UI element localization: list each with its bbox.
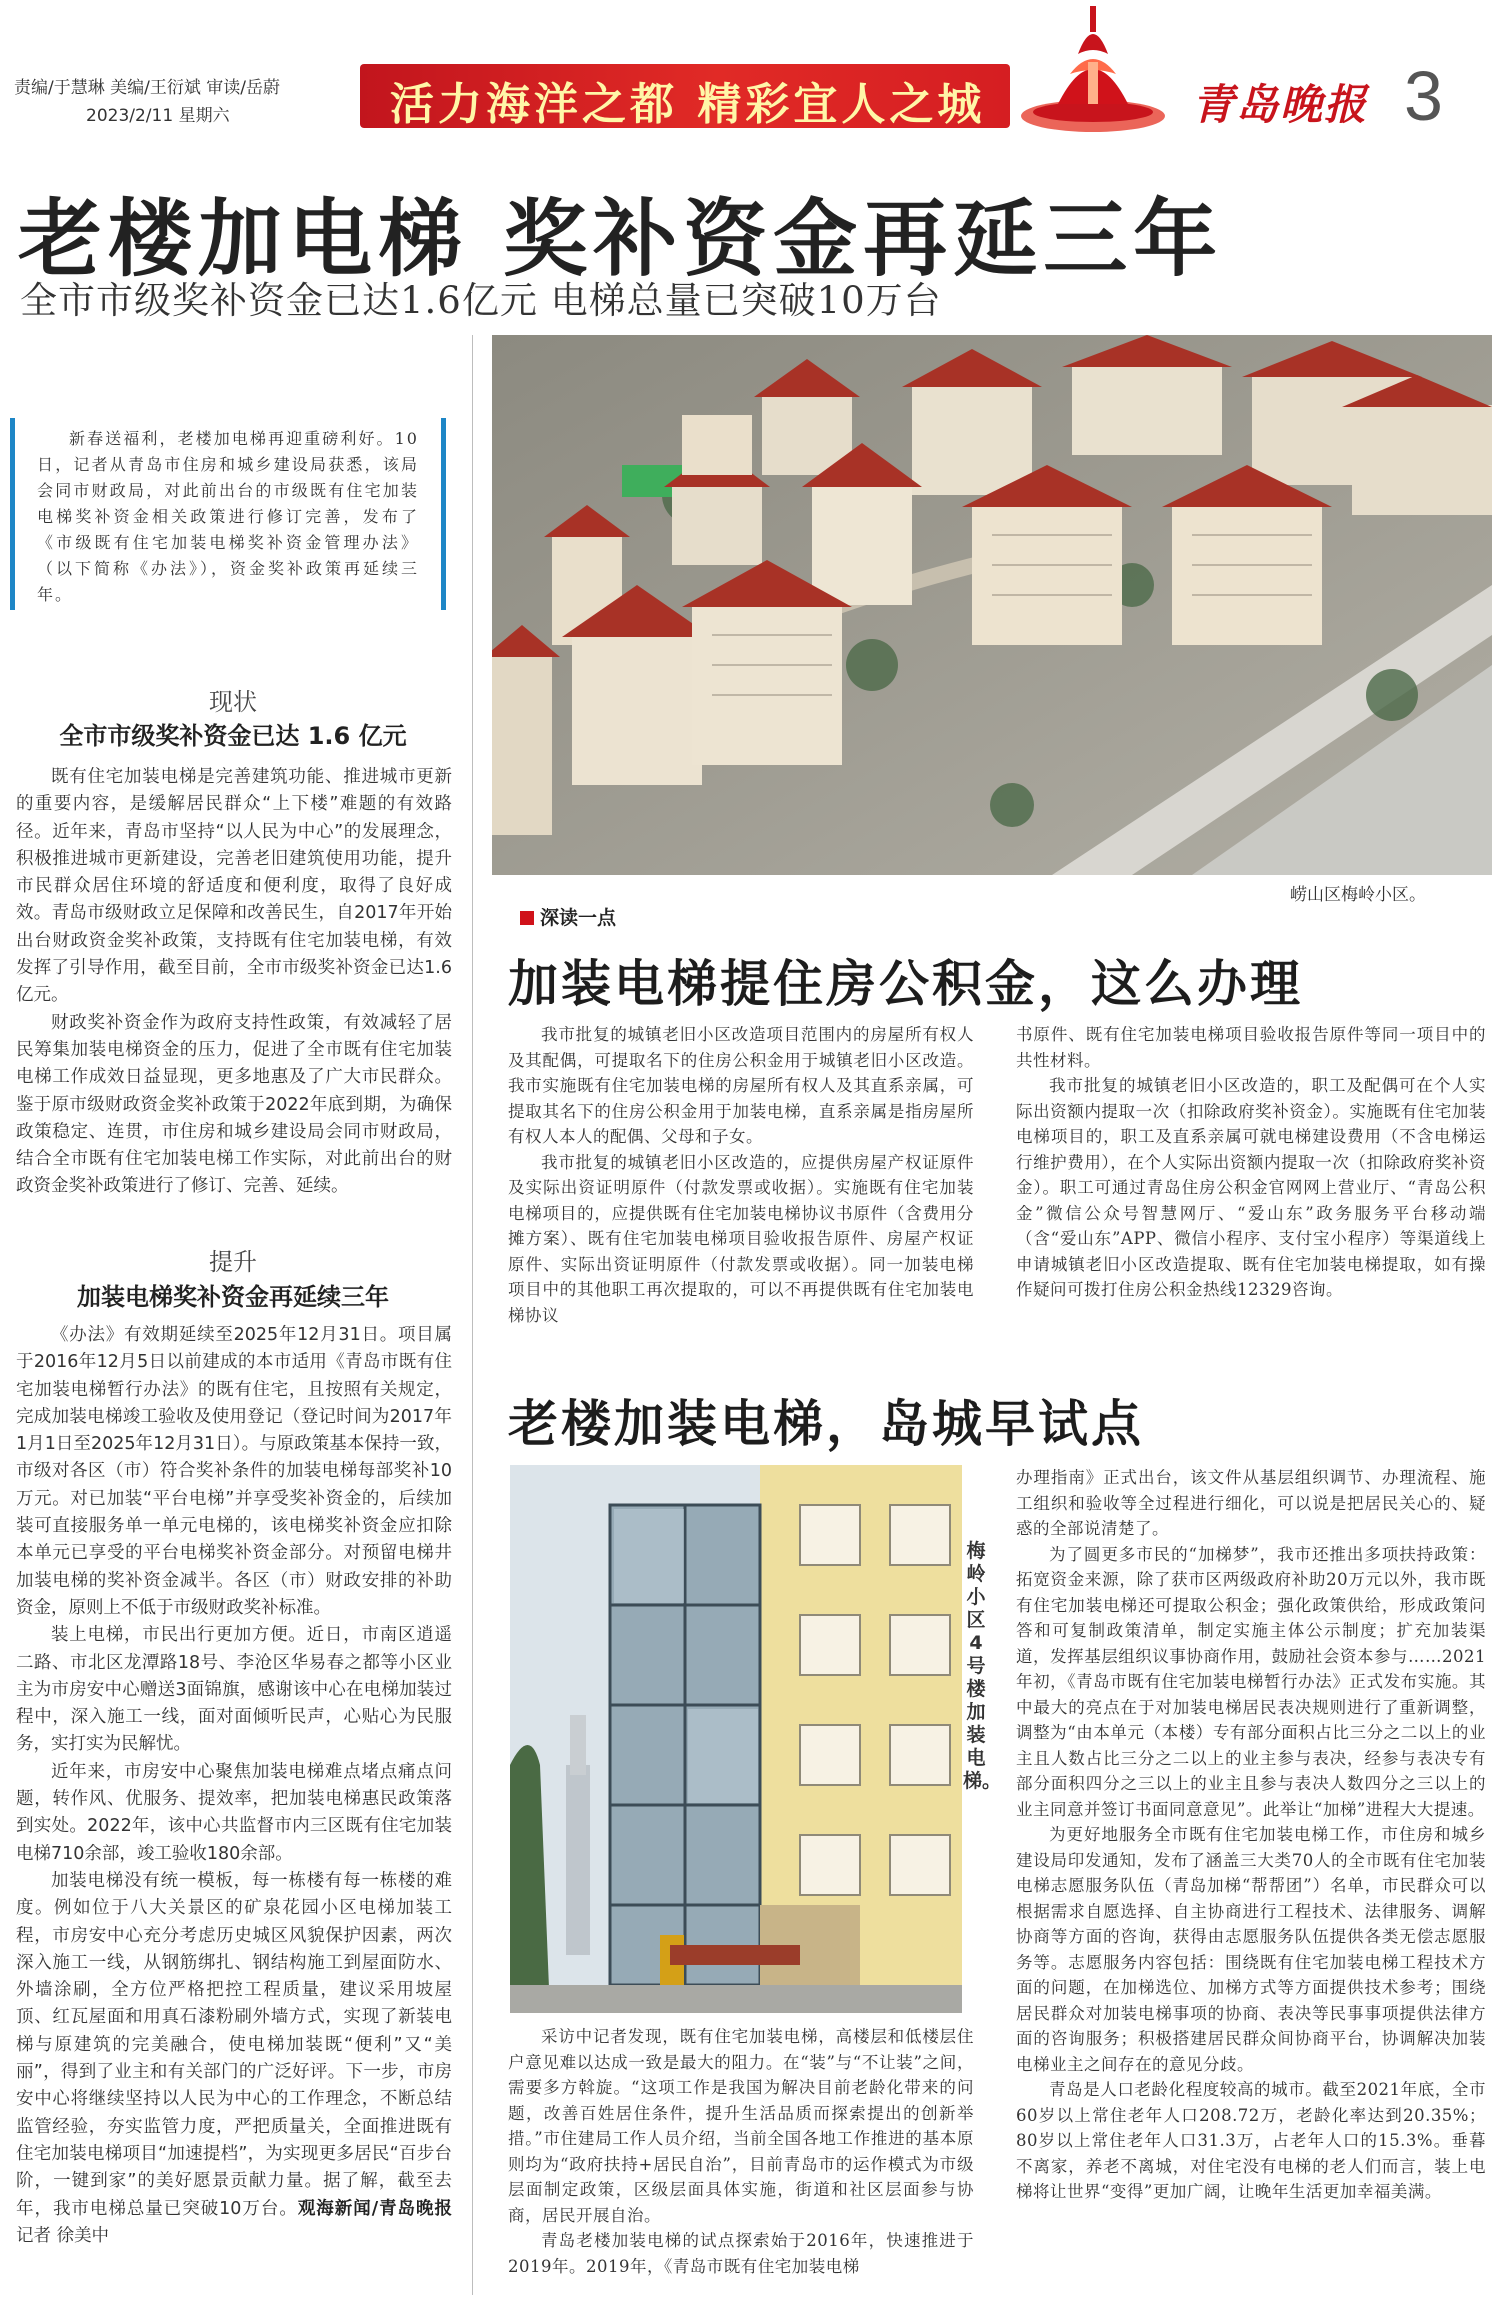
tag-square-icon bbox=[520, 911, 534, 925]
article3-below-photo bbox=[508, 2024, 974, 2294]
section1-kicker: 现状 bbox=[209, 688, 257, 716]
masthead-meta bbox=[14, 74, 280, 130]
aerial-photo-caption: 崂山区梅岭小区。 bbox=[1290, 885, 1426, 905]
tower-logo-icon bbox=[1018, 4, 1168, 134]
byline-reporter: 记者 徐美中 bbox=[16, 2225, 110, 2246]
section2-last-text: 加装电梯没有统一模板，每一栋楼有每一栋楼的难度。例如位于八大关景区的矿泉花园小区电梯加装工程，市房安中心充分考虑历史城区风貌保护因素，两次深入施工一线，从钢筋绑扎、钢结构施工到屋面防水、外墙涂刷，全方位严格把控工程质量，建议采用坡屋顶、红瓦屋面和用真石漆粉刷外墙方式，实现了新装电梯与原建筑的完美融合，使电梯加装既“便利”又“美丽”，得到了业主和有关部门的广泛好评。下一步，市房安中心将继续坚持以人民为中心的工作理念，不断总结监管经验，夯实监管力度，严把质量关，全面推进既有住宅加装电梯项目“加速提档”，为实现更多居民“百步台阶，一键到家”的美好愿景贡献力量。据了解，截至去年，我市电梯总量已突破10万台。 bbox=[16, 1870, 452, 2219]
article2-paragraph: 我市批复的城镇老旧小区改造的，应提供房屋产权证原件及实际出资证明原件（付款发票或收据）。实施既有住宅加装电梯项目的，应提供既有住宅加装电梯协议书原件（含费用分摊方案）、既有住宅加装电梯项目验收报告原件、房屋产权证原件、实际出资证明原件（付款发票或收据）。同一加装电梯项目中的其他职工再次提取的，可以不再提供既有住宅加装电梯协议 bbox=[508, 1152, 974, 1325]
elevator-photo-caption: 梅岭小区4号楼加装电梯。 bbox=[963, 1540, 1002, 1792]
section2-paragraph: 近年来，市房安中心聚焦加装电梯难点堵点痛点问题，转作风、优服务、提效率，把加装电梯惠民政策落到实处。2022年，该中心共监督市内三区既有住宅加装电梯710余部，竣工验收180余部。 bbox=[16, 1761, 452, 1864]
elevator-photo-graphic bbox=[510, 1465, 962, 2013]
editors-line: 责编/于慧琳 美编/王衍斌 审读/岳蔚 bbox=[14, 78, 280, 98]
article3-paragraph: 办理指南》正式出台，该文件从基层组织调节、办理流程、施工组织和验收等全过程进行细化，可以说是把居民关心的、疑惑的全部说清楚了。 bbox=[1016, 1468, 1486, 1538]
section2-paragraph: 《办法》有效期延续至2025年12月31日。项目属于2016年12月5日以前建成的本市适用《青岛市既有住宅加装电梯暂行办法》的既有住宅，且按照有关规定，完成加装电梯竣工验收及使用登记（登记时间为2017年1月1日至2025年12月31日）。与原政策基本保持一致，市级对各区（市）符合奖补条件的加装电梯每部奖补10万元。对已加装“平台电梯”并享受奖补资金的，后续加装可直接服务单一单元电梯的，该电梯奖补资金应扣除本单元已享受的平台电梯奖补资金部分。对预留电梯井加装电梯的奖补资金减半。各区（市）财政安排的补助资金，原则上不低于市级财政奖补标准。 bbox=[16, 1325, 452, 1618]
article2-paragraph: 我市批复的城镇老旧小区改造的，职工及配偶可在个人实际出资额内提取一次（扣除政府奖补资金）。实施既有住宅加装电梯项目的，职工及直系亲属可就电梯建设费用（不含电梯运行维护费用），在个人实际出资额内提取一次（扣除政府奖补资金）。职工可通过青岛住房公积金官网网上营业厅、“青岛公积金”微信公众号智慧网厅、“爱山东”政务服务平台移动端（含“爱山东”APP、微信小程序、支付宝小程序）等渠道线上申请城镇老旧小区改造提取、既有住宅加装电梯提取，如有操作疑问可拨打住房公积金热线12329咨询。 bbox=[1016, 1076, 1486, 1299]
main-subtitle: 全市市级奖补资金已达1.6亿元 电梯总量已突破10万台 bbox=[20, 279, 942, 322]
slogan-text: 活力海洋之都 精彩宜人之城 bbox=[390, 79, 986, 130]
article3-paragraph: 为更好地服务全市既有住宅加装电梯工作，市住房和城乡建设局印发通知，发布了涵盖三大类70人的全市既有住宅加装电梯志愿服务队伍（青岛加梯“帮帮团”）名单，市民群众可以根据需求自愿选择、自主协商进行工程技术、法律服务、调解协商等方面的咨询，获得由志愿服务队伍提供各类无偿志愿服务等。志愿服务内容包括：围绕既有住宅加装电梯工程技术方面的问题，在加梯选位、加梯方式等方面提供技术参考；围绕居民群众对加装电梯事项的协商、表决等民事事项提供法律方面的咨询服务；积极搭建居民群众间协商平台，协调解决加装电梯业主之间存在的意见分歧。 bbox=[1016, 1825, 1486, 2074]
article3-right-col bbox=[1016, 1465, 1486, 2294]
aerial-photo bbox=[492, 335, 1492, 875]
article2-paragraph: 我市批复的城镇老旧小区改造项目范围内的房屋所有权人及其配偶，可提取名下的住房公积金用于城镇老旧小区改造。我市实施既有住宅加装电梯的房屋所有权人及其直系亲属，可提取其名下的住房公积金用于加装电梯，直系亲属是指房屋所有权人本人的配偶、父母和子女。 bbox=[508, 1025, 974, 1146]
section-tag-label: 深读一点 bbox=[540, 907, 617, 929]
issue-date: 2023/2/11 星期六 bbox=[86, 106, 230, 126]
article3-paragraph: 青岛是人口老龄化程度较高的城市。截至2021年底，全市60岁以上常住老年人口208.72万，老龄化率达到20.35%；80岁以上常住老年人口31.3万，占老年人口的15.3%。垂暮不离家，养老不离城，对住宅没有电梯的老人们而言，装上电梯将让世界“变得”更加广阔，让晚年生活更加幸福美满。 bbox=[1016, 2080, 1486, 2201]
article2-col2 bbox=[1016, 1022, 1486, 1368]
elevator-photo bbox=[510, 1465, 962, 2013]
paper-name: 青岛晚报 bbox=[1192, 80, 1369, 129]
section2-body bbox=[16, 1322, 452, 2294]
section1-paragraph: 财政奖补资金作为政府支持性政策，有效减轻了居民筹集加装电梯资金的压力，促进了全市既有住宅加装电梯工作成效日益显现，更多地惠及了广大市民群众。鉴于原市级财政资金奖补政策于2022年底到期，为确保政策稳定、连贯，市住房和城乡建设局会同市财政局，结合全市既有住宅加装电梯工作实际，对此前出台的财政资金奖补政策进行了修订、完善、延续。 bbox=[16, 1012, 452, 1197]
section1-body bbox=[16, 764, 452, 1228]
article3-paragraph: 青岛老楼加装电梯的试点探索始于2016年，快速推进于2019年。2019年，《青岛市既有住宅加装电梯 bbox=[508, 2231, 974, 2276]
article2-paragraph: 书原件、既有住宅加装电梯项目验收报告原件等同一项目中的共性材料。 bbox=[1016, 1025, 1486, 1070]
article3-paragraph: 采访中记者发现，既有住宅加装电梯，高楼层和低楼层住户意见难以达成一致是最大的阻力。在“装”与“不让装”之间，需要多方斡旋。“这项工作是我国为解决目前老龄化带来的问题，改善百姓居住条件，提升生活品质而探索提出的创新举措。”市住建局工作人员介绍，当前全国各地工作推进的基本原则均为“政府扶持+居民自治”，目前青岛市的运作模式为市级层面制定政策，区级层面具体实施，街道和社区层面参与协商，居民开展自治。 bbox=[508, 2027, 974, 2225]
section1-paragraph: 既有住宅加装电梯是完善建筑功能、推进城市更新的重要内容，是缓解居民群众“上下楼”难题的有效路径。近年来，青岛市坚持“以人民为中心”的发展理念，积极推进城市更新建设，完善老旧建筑使用功能，提升市民群众居住环境的舒适度和便利度，取得了良好成效。青岛市级财政立足保障和改善民生，自2017年开始出台财政资金奖补政策，支持既有住宅加装电梯，有效发挥了引导作用，截至目前，全市市级奖补资金已达1.6亿元。 bbox=[16, 767, 452, 1006]
aerial-photo-graphic bbox=[492, 335, 1492, 875]
section2-paragraph bbox=[16, 1868, 452, 2250]
section2-paragraph: 装上电梯，市民出行更加方便。近日，市南区逍遥二路、市北区龙潭路18号、李沧区华易春之都等小区业主为市房安中心赠送3面锦旗，感谢该中心在电梯加装过程中，深入施工一线，面对面倾听民声，心贴心为民服务，实打实为民解忧。 bbox=[16, 1625, 452, 1755]
article2-col1 bbox=[508, 1022, 974, 1368]
page-number: 3 bbox=[1404, 57, 1443, 135]
section1-title: 全市市级奖补资金已达 1.6 亿元 bbox=[59, 722, 407, 750]
main-headline: 老楼加电梯 奖补资金再延三年 bbox=[18, 190, 1224, 288]
section2-title: 加装电梯奖补资金再延续三年 bbox=[77, 1283, 389, 1311]
section-tag bbox=[520, 903, 616, 930]
lead-box bbox=[10, 418, 446, 610]
article2-title: 加装电梯提住房公积金，这么办理 bbox=[508, 955, 1303, 1013]
lead-paragraph: 新春送福利，老楼加电梯再迎重磅利好。10日，记者从青岛市住房和城乡建设局获悉，该局会同市财政局，对此前出台的市级既有住宅加装电梯奖补资金相关政策进行修订完善，发布了《市级既有住宅加装电梯奖补资金管理办法》（以下简称《办法》），资金奖补政策再延续三年。 bbox=[37, 429, 419, 604]
section2-kicker: 提升 bbox=[209, 1248, 257, 1276]
column-divider bbox=[472, 335, 473, 2295]
article3-paragraph: 为了圆更多市民的“加梯梦”，我市还推出多项扶持政策：拓宽资金来源，除了获市区两级政府补助20万元以外，我市既有住宅加装电梯还可提取公积金；强化政策供给，形成政策问答和可复制政策清单，制定实施主体公示制度；扩充加装渠道，发挥基层组织议事协商作用，鼓励社会资本参与……2021年初，《青岛市既有住宅加装电梯暂行办法》正式发布实施。其中最大的亮点在于对加装电梯居民表决规则进行了重新调整，调整为“由本单元（本楼）专有部分面积占比三分之二以上的业主且人数占比三分之二以上的业主参与表决，经参与表决专有部分面积四分之三以上的业主且参与表决人数四分之三以上的业主同意并签订书面同意意见”。此举让“加梯”进程大大提速。 bbox=[1016, 1544, 1486, 1819]
byline-source: 观海新闻/青岛晚报 bbox=[297, 2198, 452, 2219]
article3-title: 老楼加装电梯，岛城早试点 bbox=[508, 1395, 1144, 1453]
